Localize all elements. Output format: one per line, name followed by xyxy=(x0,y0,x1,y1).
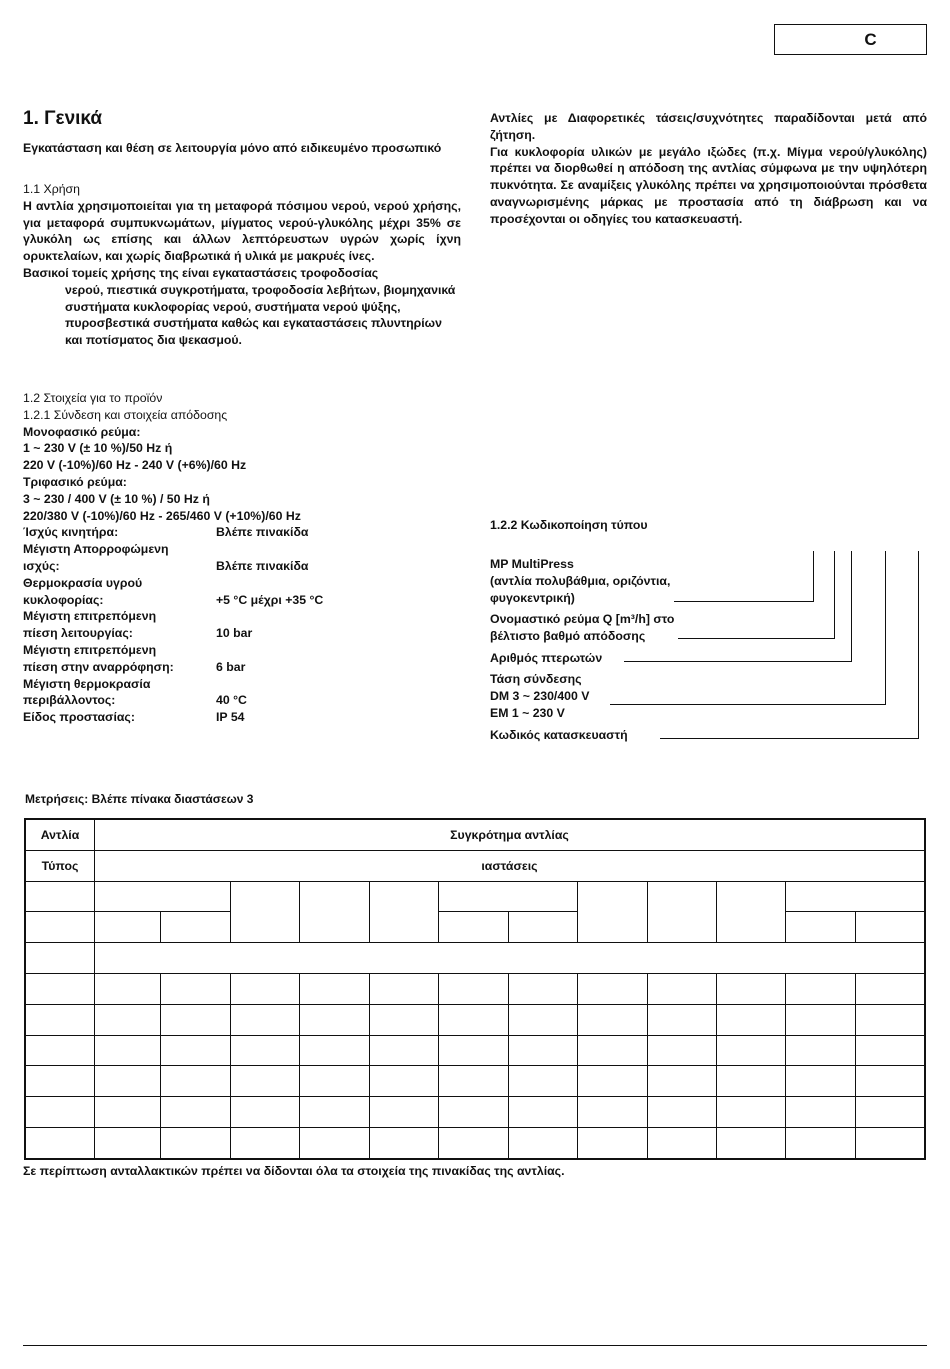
table-cell xyxy=(369,1066,438,1097)
dimensions-header: ιαστάσεις xyxy=(94,850,925,881)
table-cell xyxy=(578,973,647,1004)
table-cell xyxy=(855,1097,925,1128)
table-cell xyxy=(300,1066,369,1097)
code-item-flow xyxy=(490,611,678,645)
table-cell xyxy=(786,1035,855,1066)
table-cell xyxy=(647,973,716,1004)
pump-unit-header: Συγκρότημα αντλίας xyxy=(94,819,925,850)
table-cell xyxy=(369,1127,438,1158)
spec-row xyxy=(23,575,461,609)
spec-key: Ίσχύς κινητήρα: xyxy=(23,525,119,540)
table-cell xyxy=(717,881,786,943)
spec-value: 40 °C xyxy=(216,693,247,708)
spec-key: Μέγιστη επιτρεπόμενη xyxy=(23,642,157,657)
code-rule-3 xyxy=(624,661,852,662)
type-code-title: 1.2.2 Κωδικοποίηση τύπου xyxy=(490,518,648,532)
spec-row xyxy=(23,541,461,575)
table-cell xyxy=(786,1097,855,1128)
table-cell xyxy=(25,912,94,943)
table-cell xyxy=(230,1004,299,1035)
table-row xyxy=(25,1127,925,1158)
spec-key: Μέγιστη θερμοκρασία xyxy=(23,676,151,691)
table-cell xyxy=(717,973,786,1004)
table-cell xyxy=(439,1004,508,1035)
table-cell xyxy=(647,881,716,943)
product-title: 1.2 Στοιχεία για το προϊόν xyxy=(23,391,163,405)
section-heading: 1. Γενικά xyxy=(23,108,103,129)
table-cell xyxy=(369,1097,438,1128)
table-cell xyxy=(439,1035,508,1066)
single-phase-label: Μονοφασικό ρεύμα: xyxy=(23,424,141,439)
single-phase-line-2: 220 V (-10%)/60 Hz - 240 V (+6%)/60 Hz xyxy=(23,458,247,473)
table-row xyxy=(25,973,925,1004)
spec-value: Βλέπε πινακίδα xyxy=(216,525,309,540)
table-cell xyxy=(717,1066,786,1097)
table-cell xyxy=(300,1004,369,1035)
spec-value: 10 bar xyxy=(216,626,253,641)
table-cell xyxy=(94,1004,160,1035)
table-cell xyxy=(578,881,647,943)
table-cell xyxy=(94,1035,160,1066)
table-cell xyxy=(439,912,508,943)
code-voltage-title: Τάση σύνδεσης xyxy=(490,672,582,686)
table-cell xyxy=(25,943,94,974)
spec-value: +5 °C μέχρι +35 °C xyxy=(216,592,324,607)
language-code: C xyxy=(864,30,877,49)
spec-key-cont: κυκλοφορίας: xyxy=(23,592,104,607)
table-cell xyxy=(717,1035,786,1066)
table-cell xyxy=(439,1127,508,1158)
table-cell xyxy=(25,1097,94,1128)
table-cell xyxy=(855,1004,925,1035)
table-cell xyxy=(439,881,578,912)
code-item-voltage xyxy=(490,671,593,721)
code-leader-5 xyxy=(918,551,919,739)
table-cell xyxy=(25,1004,94,1035)
bottom-rule xyxy=(23,1345,927,1346)
table-cell xyxy=(300,1127,369,1158)
code-model-desc: (αντλία πολυβάθμια, οριζόντια, xyxy=(490,573,671,588)
intro-paragraph: Εγκατάσταση και θέση σε λειτουργία μόνο από ειδικευμένο προσωπικό xyxy=(23,141,442,155)
usage-areas: νερού, πιεστικά συγκροτήματα, τροφοδοσία λεβήτων, βιομηχανικά συστήματα κυκλοφορίας νερού, συστήματα νερού ψύξης, πυροσβεστικά συστήματα καθώς και εγκαταστάσεις πλυντηρίων και ποτίσματος δια ψεκασμού. xyxy=(65,282,456,348)
spec-key: Θερμοκρασία υγρού xyxy=(23,575,143,590)
table-cell xyxy=(94,912,160,943)
table-cell xyxy=(369,1035,438,1066)
measurements-note: Μετρήσεις: Βλέπε πίνακα διαστάσεων 3 xyxy=(25,792,254,806)
code-item-model xyxy=(490,556,674,606)
table-cell xyxy=(508,1066,577,1097)
table-cell xyxy=(786,912,855,943)
table-cell xyxy=(578,1004,647,1035)
three-phase-line-2: 220/380 V (-10%)/60 Hz - 265/460 V (+10%)/60 Hz xyxy=(23,508,301,523)
code-rule-2 xyxy=(676,638,835,639)
table-cell xyxy=(230,973,299,1004)
table-cell xyxy=(161,973,230,1004)
table-cell xyxy=(786,1127,855,1158)
table-cell xyxy=(369,1004,438,1035)
table-cell xyxy=(786,1004,855,1035)
spare-parts-note: Σε περίπτωση ανταλλακτικών πρέπει να δίδονται όλα τα στοιχεία της πινακίδας της αντλίας. xyxy=(23,1164,565,1178)
table-cell xyxy=(369,973,438,1004)
table-cell xyxy=(94,1127,160,1158)
table-cell xyxy=(25,973,94,1004)
code-voltage-em: EM 1 ~ 230 V xyxy=(490,705,565,720)
table-cell xyxy=(786,1066,855,1097)
code-voltage-dm: DM 3 ~ 230/400 V xyxy=(490,688,590,703)
table-cell xyxy=(647,1004,716,1035)
code-rule-4 xyxy=(610,704,886,705)
code-leader-2 xyxy=(834,551,835,639)
table-cell xyxy=(578,1066,647,1097)
spec-row xyxy=(23,642,461,676)
table-row xyxy=(25,1004,925,1035)
table-row xyxy=(25,1097,925,1128)
table-cell xyxy=(508,912,577,943)
table-cell xyxy=(230,1097,299,1128)
table-cell xyxy=(300,973,369,1004)
code-model-desc-2: φυγοκεντρική) xyxy=(490,590,575,605)
spec-row xyxy=(23,709,461,726)
table-cell xyxy=(647,1127,716,1158)
table-cell xyxy=(25,1066,94,1097)
usage-title: 1.1 Χρήση xyxy=(23,182,80,196)
table-cell xyxy=(94,973,160,1004)
spec-key: Μέγιστη επιτρεπόμενη xyxy=(23,609,157,624)
table-cell xyxy=(94,1097,160,1128)
table-cell xyxy=(161,912,230,943)
table-cell xyxy=(508,1035,577,1066)
code-flow-line-2: βέλτιστο βαθμό απόδοσης xyxy=(490,628,646,643)
spec-key-cont: περιβάλλοντος: xyxy=(23,693,116,708)
table-cell xyxy=(855,1127,925,1158)
spec-row xyxy=(23,608,461,642)
table-cell xyxy=(230,881,299,943)
three-phase-label: Τριφασικό ρεύμα: xyxy=(23,474,127,489)
table-cell xyxy=(161,1097,230,1128)
table-cell xyxy=(508,1127,577,1158)
table-cell xyxy=(161,1127,230,1158)
table-cell xyxy=(439,1066,508,1097)
table-cell xyxy=(717,1004,786,1035)
table-cell xyxy=(647,1097,716,1128)
table-cell xyxy=(300,1035,369,1066)
table-cell xyxy=(578,1035,647,1066)
code-rule-5 xyxy=(660,738,919,739)
table-row xyxy=(25,912,925,943)
table-cell xyxy=(94,943,925,974)
spec-row xyxy=(23,676,461,710)
right-column-text xyxy=(490,110,927,228)
code-leader-1 xyxy=(813,551,814,602)
type-header: Τύπος xyxy=(25,850,94,881)
table-row xyxy=(25,819,925,850)
table-cell xyxy=(161,1004,230,1035)
three-phase-line-1: 3 ~ 230 / 400 V (± 10 %) / 50 Hz ή xyxy=(23,491,210,506)
table-cell xyxy=(25,1127,94,1158)
table-body xyxy=(25,973,925,1158)
table-cell xyxy=(855,912,925,943)
table-cell xyxy=(717,1127,786,1158)
table-cell xyxy=(300,1097,369,1128)
table-cell xyxy=(439,1097,508,1128)
table-row xyxy=(25,1066,925,1097)
table-cell xyxy=(786,881,925,912)
connection-title: 1.2.1 Σύνδεση και στοιχεία απόδοσης xyxy=(23,407,228,422)
table-cell xyxy=(300,881,369,943)
table-cell xyxy=(855,973,925,1004)
table-cell xyxy=(717,1097,786,1128)
spec-value: Βλέπε πινακίδα xyxy=(216,558,309,573)
code-leader-4 xyxy=(885,551,886,705)
code-leader-3 xyxy=(851,551,852,662)
spec-key-cont: ισχύς: xyxy=(23,558,60,573)
code-item-impellers: Αριθμός πτερωτών xyxy=(490,650,606,667)
spec-key-cont: πίεση λειτουργίας: xyxy=(23,626,133,641)
table-row xyxy=(25,850,925,881)
table-cell xyxy=(230,1127,299,1158)
dimensions-table xyxy=(24,818,926,1160)
table-cell xyxy=(508,1097,577,1128)
table-cell xyxy=(647,1066,716,1097)
table-row xyxy=(25,1035,925,1066)
table-cell xyxy=(161,1066,230,1097)
spec-key-cont: πίεση στην αναρρόφηση: xyxy=(23,659,174,674)
language-code-box xyxy=(774,24,927,55)
table-cell xyxy=(508,1004,577,1035)
spec-key: Είδος προστασίας: xyxy=(23,710,135,725)
spec-key: Μέγιστη Απορροφώμενη xyxy=(23,542,169,557)
spec-value: IP 54 xyxy=(216,710,245,725)
table-cell xyxy=(508,973,577,1004)
usage-areas-intro: Βασικοί τομείς χρήσης της είναι εγκαταστάσεις τροφοδοσίας xyxy=(23,265,379,280)
single-phase-line-1: 1 ~ 230 V (± 10 %)/50 Hz ή xyxy=(23,441,173,456)
spec-list xyxy=(23,524,461,726)
usage-section xyxy=(23,181,461,349)
voltage-note: Αντλίες με Διαφορετικές τάσεις/συχνότητες παραδίδονται μετά από ζήτηση. xyxy=(490,111,927,142)
table-cell xyxy=(25,881,94,912)
code-flow-line-1: Ονομαστικό ρεύμα Q [m³/h] στο xyxy=(490,612,675,626)
product-data-section xyxy=(23,390,461,726)
usage-body: Η αντλία χρησιμοποιείται για τη μεταφορά πόσιμου νερού, νερού χρήσης, για μεταφορά συμπυκνωμάτων, μίγματος νερού-γλυκόλης μέχρι 35% σε γλυκόλη ως επίσης και άλλων λεπτόρευστων υγρών χωρίς ίχνη ορυκτελαίων, και χωρίς διαβρωτικά ή υλικά με μακρυές ίνες. xyxy=(23,198,461,264)
table-cell xyxy=(647,1035,716,1066)
table-cell xyxy=(786,973,855,1004)
table-cell xyxy=(855,1066,925,1097)
spec-value: 6 bar xyxy=(216,659,246,674)
table-cell xyxy=(161,1035,230,1066)
pump-header: Αντλία xyxy=(25,819,94,850)
table-cell xyxy=(855,1035,925,1066)
table-row xyxy=(25,943,925,974)
table-cell xyxy=(94,1066,160,1097)
table-cell xyxy=(439,973,508,1004)
table-cell xyxy=(578,1127,647,1158)
table-cell xyxy=(230,1035,299,1066)
table-cell xyxy=(578,1097,647,1128)
spec-row xyxy=(23,524,461,541)
table-row xyxy=(25,881,925,912)
viscosity-note: Για κυκλοφορία υλικών με μεγάλο ιξώδες (π.χ. Μίγμα νερού/γλυκόλης) πρέπει να διορθωθεί η απόδοση της αντλίας σύμφωνα με την υψηλότερη πυκνότητα. Σε αναμίξεις γλυκόλης πρέπει να χρησιμοποιούνται πρόσθετα αναγνωρισμένης μάρκας με προστασία από τη διάβρωση και να προσέχονται οι οδηγίες του κατασκευαστή. xyxy=(490,144,927,226)
table-cell xyxy=(25,1035,94,1066)
table-cell xyxy=(230,1066,299,1097)
code-model-name: MP MultiPress xyxy=(490,557,574,571)
table-cell xyxy=(369,881,438,943)
code-item-manufacturer: Κωδικός κατασκευαστή xyxy=(490,727,632,744)
table-cell xyxy=(94,881,230,912)
